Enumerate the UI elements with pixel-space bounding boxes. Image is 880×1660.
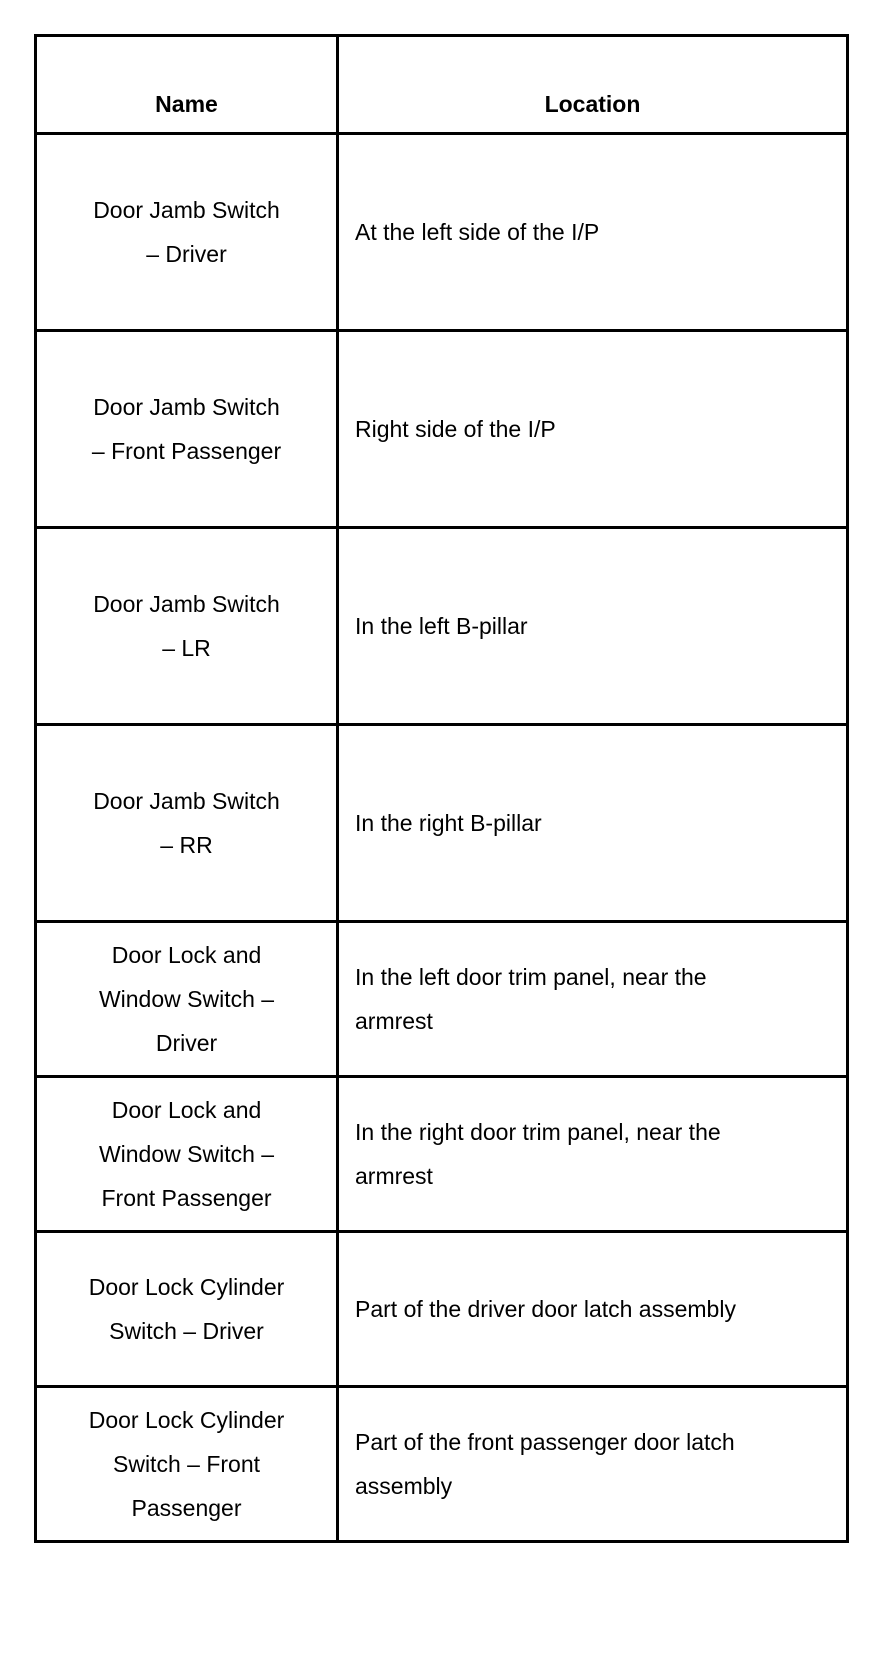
name-line: Door Jamb Switch: [93, 394, 280, 420]
header-name: Name: [36, 36, 338, 134]
component-location-table: [34, 34, 849, 1543]
name-line: Door Jamb Switch: [93, 788, 280, 814]
name-cell: [36, 725, 338, 922]
name-line: Door Jamb Switch: [93, 197, 280, 223]
name-cell: [36, 1232, 338, 1387]
name-line: Door Lock and: [111, 942, 262, 968]
location-cell: In the right B-pillar: [338, 725, 848, 922]
location-cell: Part of the driver door latch assembly: [338, 1232, 848, 1387]
name-line: – RR: [160, 832, 213, 858]
name-cell: [36, 1387, 338, 1542]
location-cell: Part of the front passenger door latch assembly: [338, 1387, 848, 1542]
name-cell: [36, 134, 338, 331]
name-line: Door Jamb Switch: [93, 591, 280, 617]
name-cell: [36, 922, 338, 1077]
name-line: Window Switch –: [98, 986, 275, 1012]
location-cell: At the left side of the I/P: [338, 134, 848, 331]
table-row: [36, 1387, 848, 1542]
name-line: Driver: [155, 1030, 218, 1056]
name-line: Door Lock Cylinder: [88, 1274, 285, 1300]
name-line: Window Switch –: [98, 1141, 275, 1167]
name-cell: [36, 528, 338, 725]
header-row: [36, 36, 848, 134]
location-cell: In the left B-pillar: [338, 528, 848, 725]
name-line: – Front Passenger: [91, 438, 282, 464]
name-cell: [36, 331, 338, 528]
table-row: [36, 1232, 848, 1387]
location-cell: Right side of the I/P: [338, 331, 848, 528]
table-row: [36, 331, 848, 528]
name-line: Switch – Front: [113, 1451, 260, 1477]
table-row: [36, 725, 848, 922]
table-row: [36, 922, 848, 1077]
name-line: Door Lock Cylinder: [88, 1407, 285, 1433]
table-row: [36, 1077, 848, 1232]
name-line: Passenger: [131, 1495, 242, 1521]
table-row: [36, 134, 848, 331]
name-line: Switch – Driver: [109, 1318, 264, 1344]
header-location: Location: [338, 36, 848, 134]
table-row: [36, 528, 848, 725]
location-cell: In the right door trim panel, near the armrest: [338, 1077, 848, 1232]
name-line: Door Lock and: [111, 1097, 262, 1123]
location-cell: In the left door trim panel, near the armrest: [338, 922, 848, 1077]
name-line: Front Passenger: [101, 1185, 272, 1211]
name-cell: [36, 1077, 338, 1232]
name-line: – Driver: [146, 241, 227, 267]
name-line: – LR: [162, 635, 211, 661]
